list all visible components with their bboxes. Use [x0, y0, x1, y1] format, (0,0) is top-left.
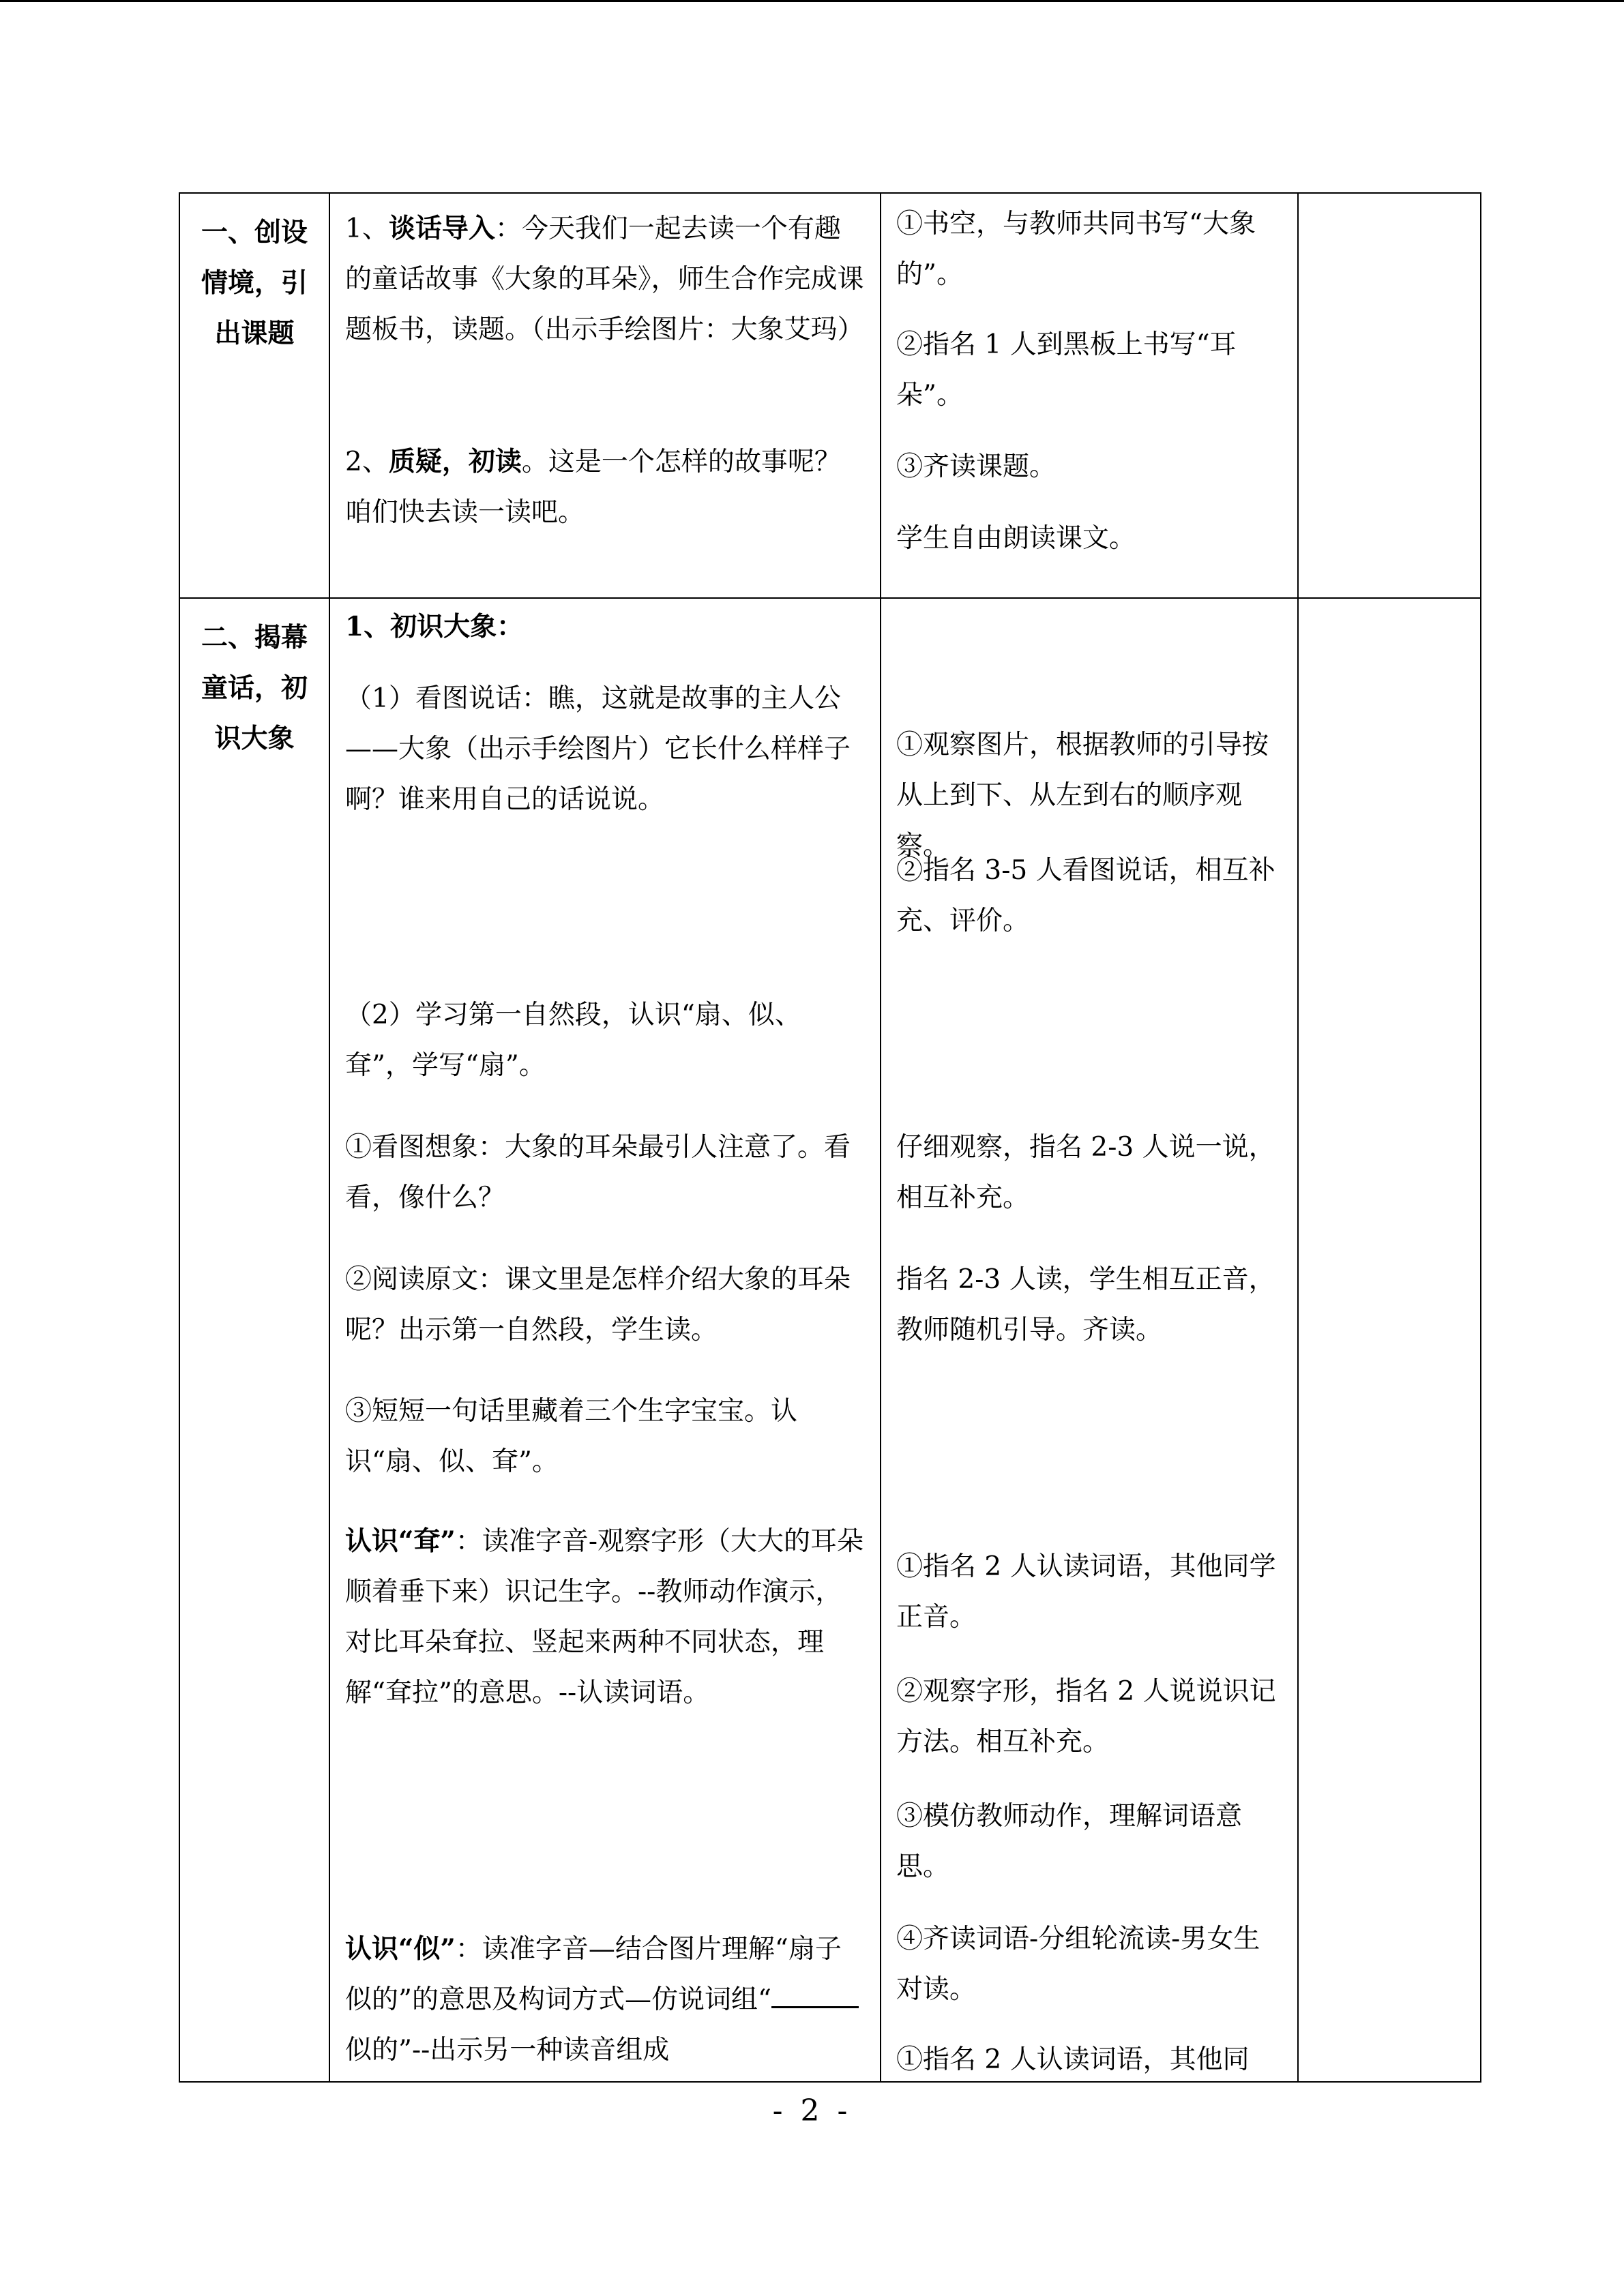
student-paragraph: ③模仿教师动作，理解词语意思。: [896, 1801, 1243, 1882]
notes-cell: [1298, 598, 1481, 2082]
stage-label-line: 二、揭幕: [201, 622, 308, 653]
stage-label-line: 出课题: [214, 318, 295, 349]
teacher-paragraph: ①看图想象：大象的耳朵最引人注意了。看看，像什么？: [345, 1132, 851, 1213]
lesson-plan-table: [179, 192, 1481, 2083]
page-number: - 2 -: [772, 2093, 852, 2128]
student-paragraph: ①观察图片，根据教师的引导按从上到下、从左到右的顺序观察。: [896, 730, 1269, 861]
table-row: [179, 193, 1481, 598]
student-paragraph: 学生自由朗读课文。: [896, 523, 1136, 554]
top-border-line: [0, 0, 1624, 2]
notes-cell: [1298, 193, 1481, 598]
teacher-paragraph: ③短短一句话里藏着三个生字宝宝。认识“扇、似、耷”。: [345, 1396, 798, 1477]
teacher-activity-cell: [329, 193, 881, 598]
student-paragraph: ①指名 2 人认读词语，其他同: [896, 2044, 1250, 2075]
stage-label-line: 情境，引: [201, 267, 308, 299]
stage-label-line: 童话，初: [201, 672, 308, 704]
student-paragraph: ②指名 1 人到黑板上书写“耳朵”。: [896, 329, 1237, 411]
fill-in-blank: [771, 1979, 859, 2008]
student-paragraph: ④齐读词语-分组轮流读-男女生对读。: [896, 1924, 1260, 2005]
teacher-heading: 1、初识大象：: [345, 611, 524, 642]
teacher-paragraph: 2、质疑，初读。这是一个怎样的故事呢？咱们快去读一读吧。: [345, 446, 841, 528]
teacher-paragraph: 认识“耷”：读准字音-观察字形（大大的耳朵顺着垂下来）识记生字。--教师动作演示，对比耳朵耷拉、竖起来两种不同状态，理解“耷拉”的意思。--认读词语。: [345, 1525, 864, 1708]
stage-label-line: 一、创设: [201, 217, 308, 248]
student-paragraph: ③齐读课题。: [896, 451, 1057, 482]
student-paragraph: 指名 2-3 人读，学生相互正音，教师随机引导。齐读。: [896, 1264, 1275, 1345]
student-paragraph: ②观察字形，指名 2 人说说识记方法。相互补充。: [896, 1676, 1276, 1757]
teacher-paragraph: 1、谈话导入：今天我们一起去读一个有趣的童话故事《大象的耳朵》，师生合作完成课题板书，读题。（出示手绘图片：大象艾玛）: [345, 213, 864, 345]
stage-cell: [179, 193, 329, 598]
student-paragraph: ①指名 2 人认读词语，其他同学正音。: [896, 1551, 1276, 1632]
student-paragraph: ②指名 3-5 人看图说话，相互补充、评价。: [896, 855, 1275, 936]
student-paragraph: 仔细观察，指名 2-3 人说一说，相互补充。: [896, 1132, 1275, 1213]
student-activity-cell: [881, 193, 1298, 598]
stage-label-line: 识大象: [214, 723, 295, 754]
table-row: [179, 598, 1481, 2082]
student-paragraph: ①书空，与教师共同书写“大象的”。: [896, 209, 1256, 290]
teacher-activity-cell: [329, 598, 881, 2082]
teacher-paragraph: 认识“似”：读准字音—结合图片理解“扇子似的”的意思及构词方式—仿说词组“似的”--出示另一种读音组成: [345, 1924, 866, 2076]
teacher-paragraph: ②阅读原文：课文里是怎样介绍大象的耳朵呢？出示第一自然段，学生读。: [345, 1264, 851, 1345]
teacher-paragraph: （2）学习第一自然段，认识“扇、似、耷”，学写“扇”。: [345, 1000, 801, 1081]
stage-cell: [179, 598, 329, 2082]
teacher-paragraph: （1）看图说话：瞧，这就是故事的主人公——大象（出示手绘图片）它长什么样样子啊？谁来用自己的话说说。: [345, 683, 851, 815]
student-activity-cell: [881, 598, 1298, 2082]
